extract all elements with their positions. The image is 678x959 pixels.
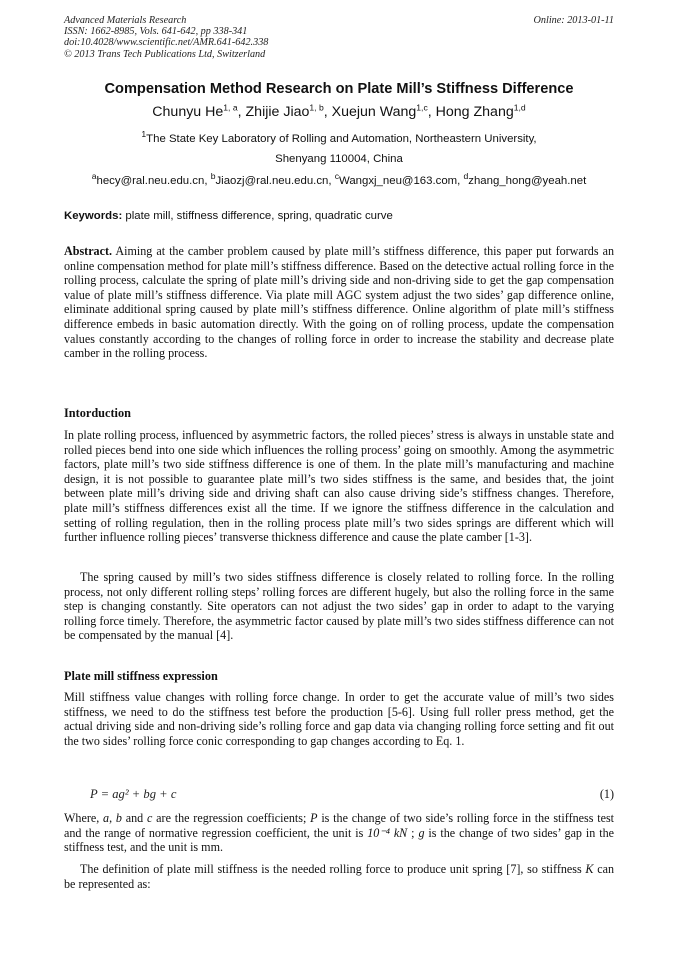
abstract-text: Aiming at the camber problem caused by plate mill’s stiffness difference, this paper put forwards an online compensation method for plate mill’s stiffness difference. Based on the detective actual rolling force in the rolling process, calculate the spring of plate mill’s driving side and non-driving side to get the gap compensation value of plate mill’s stiffness difference. Via plate mill AGC system adjust the two sides’ gap difference online, eliminate additional spring caused by plate mill’s stiffness difference. Online algorithm of plate mill’s stiffness difference embeds in basic automation directly. With the going on of rolling process, update the compensation values constantly according to the changes of rolling force in order to increase the stability and decrease plate camber in the rolling process.	[64, 244, 614, 361]
author-affiliation-mark: 1, a	[223, 102, 238, 113]
email-mark: c	[334, 171, 339, 182]
author-affiliation-mark: 1,d	[513, 102, 526, 113]
intro-paragraph-1: In plate rolling process, influenced by asymmetric factors, the rolled pieces’ stress is always in unstable state and rolled pieces bend into one side which influences the rolling process’ going on smoothly. Among the asymmetric factors, plate mill’s two side stiffness difference is one of them. In the plate mill’s manufacturing and machine design, it is not possible to guarantee plate mill’s two sides stiffness is the same, and besides that, the joint between plate mill’s driving side and driving shaft can also cause driving side’s stiffness changes. Therefore, plate mill’s stiffness differences exist all the time. If we ignore the stiffness difference in the calculation and setting of rolling regulation, then in the rolling process plate mill’s two sides springs are different which will further influence rolling pieces’ transverse thickness difference and cause the plate camber [1-3].	[64, 428, 614, 545]
keywords	[64, 210, 624, 222]
affiliation-text: The State Key Laboratory of Rolling and Automation, Northeastern University,	[146, 133, 537, 145]
section-heading-stiffness: Plate mill stiffness expression	[64, 669, 218, 683]
keywords-text: plate mill, stiffness difference, spring, quadratic curve	[125, 210, 393, 222]
unit-expression: 10⁻⁴ kN	[367, 825, 408, 840]
email-address[interactable]: zhang_hong@yeah.net	[468, 175, 587, 187]
keywords-label: Keywords:	[64, 210, 123, 222]
email-address[interactable]: Wangxj_neu@163.com	[339, 175, 458, 187]
author-affiliation-mark: 1,c	[416, 102, 428, 113]
email-address[interactable]: Jiaozj@ral.neu.edu.cn	[215, 175, 329, 187]
email-list: $^a$hecy@ral.neu.edu.cn, $^b$Jiaozj@ral.neu.edu.cn, $^c$Wangxj_neu@163.com, $^d$zhang_hong@yeah.net	[91, 171, 587, 187]
author-list: Chunyu He$^{1, a}$, Zhijie Jiao$^{1, b}$, Xuejun Wang$^{1,c}$, Hong Zhang$^{1,d}$	[152, 102, 526, 120]
abstract	[64, 244, 614, 361]
author-name: Xuejun Wang	[331, 104, 417, 120]
text-run: is the change of two sides’ gap in the stiffness test, and the unit is mm.	[64, 825, 614, 855]
author-affiliation-mark: 1, b	[309, 102, 324, 113]
variable-k: K	[585, 862, 594, 876]
section-heading-introduction: Intorduction	[64, 406, 131, 420]
stiffness-paragraph-3	[64, 862, 614, 891]
email-address[interactable]: hecy@ral.neu.edu.cn	[96, 175, 205, 187]
text-run: are the regression coefficients;	[152, 811, 311, 825]
variable-b: b	[115, 811, 122, 825]
text-run: and	[121, 811, 148, 825]
author-name: Zhijie Jiao	[245, 104, 310, 120]
journal-doi: doi:10.4028/www.scientific.net/AMR.641-642.338	[64, 37, 269, 49]
affiliation-line-1	[40, 129, 638, 145]
variable-c: c	[147, 811, 153, 825]
stiffness-paragraph-1: Mill stiffness value changes with rolling force change. In order to get the accurate value of mill’s two sides stiffness, we need to do the stiffness test before the production [5-6]. Using full roller press method, get the actual driving side and non-driving side’s rolling force and gap data via changing rolling force setting and fit out the two sides’ rolling force conic corresponding to gap changes according to Eq. 1.	[64, 690, 614, 748]
email-mark: d	[463, 171, 469, 182]
author-name: Chunyu He	[152, 104, 224, 120]
stiffness-paragraph-2	[64, 811, 614, 855]
equation-number: (1)	[599, 787, 614, 801]
affiliation-line-2: Shenyang 110004, China	[275, 153, 403, 165]
journal-issn: ISSN: 1662-8985, Vols. 641-642, pp 338-341	[64, 26, 248, 38]
intro-paragraph-2: The spring caused by mill’s two sides stiffness difference is closely related to rolling force. In the rolling process, not only different rolling steps’ rolling forces are different hugely, but also the rolling force in the same step is changing constantly. Site operators can not adjust the two sides’ gap in order to adapt to the varying rolling force timely. Therefore, the asymmetric factor caused by plate mill’s two sides stiffness difference can not be compensated by the manual [4].	[64, 570, 614, 643]
variable-p: P	[310, 811, 318, 825]
email-mark: a	[91, 171, 97, 182]
abstract-label: Abstract.	[64, 244, 113, 258]
journal-copyright: © 2013 Trans Tech Publications Ltd, Switzerland	[64, 48, 266, 60]
paper-title: Compensation Method Research on Plate Mill’s Stiffness Difference	[104, 81, 574, 97]
variable-a: a	[103, 811, 110, 825]
text-run: ;	[407, 825, 419, 840]
text-run: can be represented as:	[64, 862, 614, 891]
text-run: is the change of two side’s rolling force in the stiffness test and the range of normative regression coefficient, the unit is	[64, 811, 615, 840]
variable-g: g	[418, 825, 425, 840]
journal-header	[64, 15, 268, 60]
text-run: ,	[109, 811, 116, 825]
affiliation-mark: 1	[141, 129, 147, 140]
email-mark: b	[210, 171, 216, 182]
journal-name: Advanced Materials Research	[64, 15, 187, 26]
online-date: Online: 2013-01-11	[533, 15, 614, 26]
author-name: Hong Zhang	[435, 104, 514, 120]
text-run: Where,	[64, 811, 104, 825]
equation-1: P = ag² + bg + c	[90, 787, 177, 801]
text-run: The definition of plate mill stiffness is the needed rolling force to produce unit spring [7], so stiffness	[80, 862, 586, 876]
